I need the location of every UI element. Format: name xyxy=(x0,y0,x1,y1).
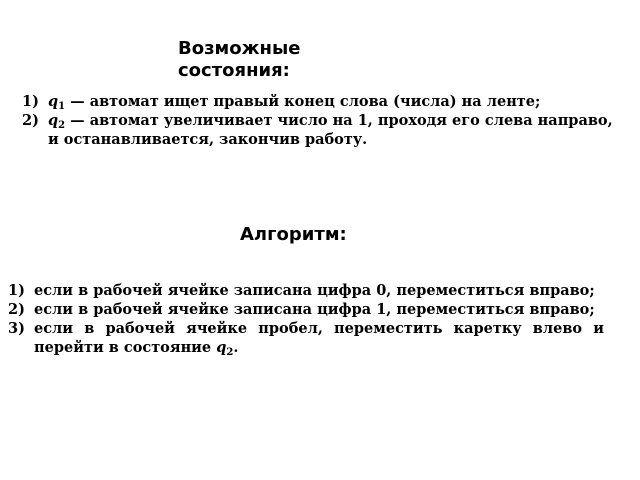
item-text: — автомат ищет правый конец слова (числа) на ленте; xyxy=(65,93,541,110)
list-item xyxy=(8,300,604,319)
states-list xyxy=(22,92,622,149)
item-number: 3) xyxy=(8,320,25,337)
list-item xyxy=(22,111,622,149)
states-heading: Возможные состояния: xyxy=(178,38,301,81)
item-tail: . xyxy=(233,339,239,356)
state-symbol: $q_2$ xyxy=(216,339,234,358)
item-text: — автомат увеличивает число на 1, проходя его слева направо, и останавливается, закончив работу. xyxy=(48,112,613,148)
item-text: если в рабочей ячейке записана цифра 0, переместиться вправо; xyxy=(34,282,595,299)
item-number: 2) xyxy=(22,112,39,129)
item-text: если в рабочей ячейке записана цифра 1, переместиться вправо; xyxy=(34,301,595,318)
item-number: 2) xyxy=(8,301,25,318)
list-item xyxy=(8,319,604,357)
state-symbol: $q_1$ xyxy=(48,93,66,112)
item-number: 1) xyxy=(8,282,25,299)
algorithm-list xyxy=(8,281,604,357)
item-text: если в рабочей ячейке пробел, переместить каретку влево и перейти в состояние xyxy=(34,320,604,356)
item-number: 1) xyxy=(22,93,39,110)
algorithm-heading: Алгоритм: xyxy=(240,224,347,245)
state-symbol: $q_2$ xyxy=(48,112,66,131)
list-item xyxy=(22,92,622,111)
list-item xyxy=(8,281,604,300)
